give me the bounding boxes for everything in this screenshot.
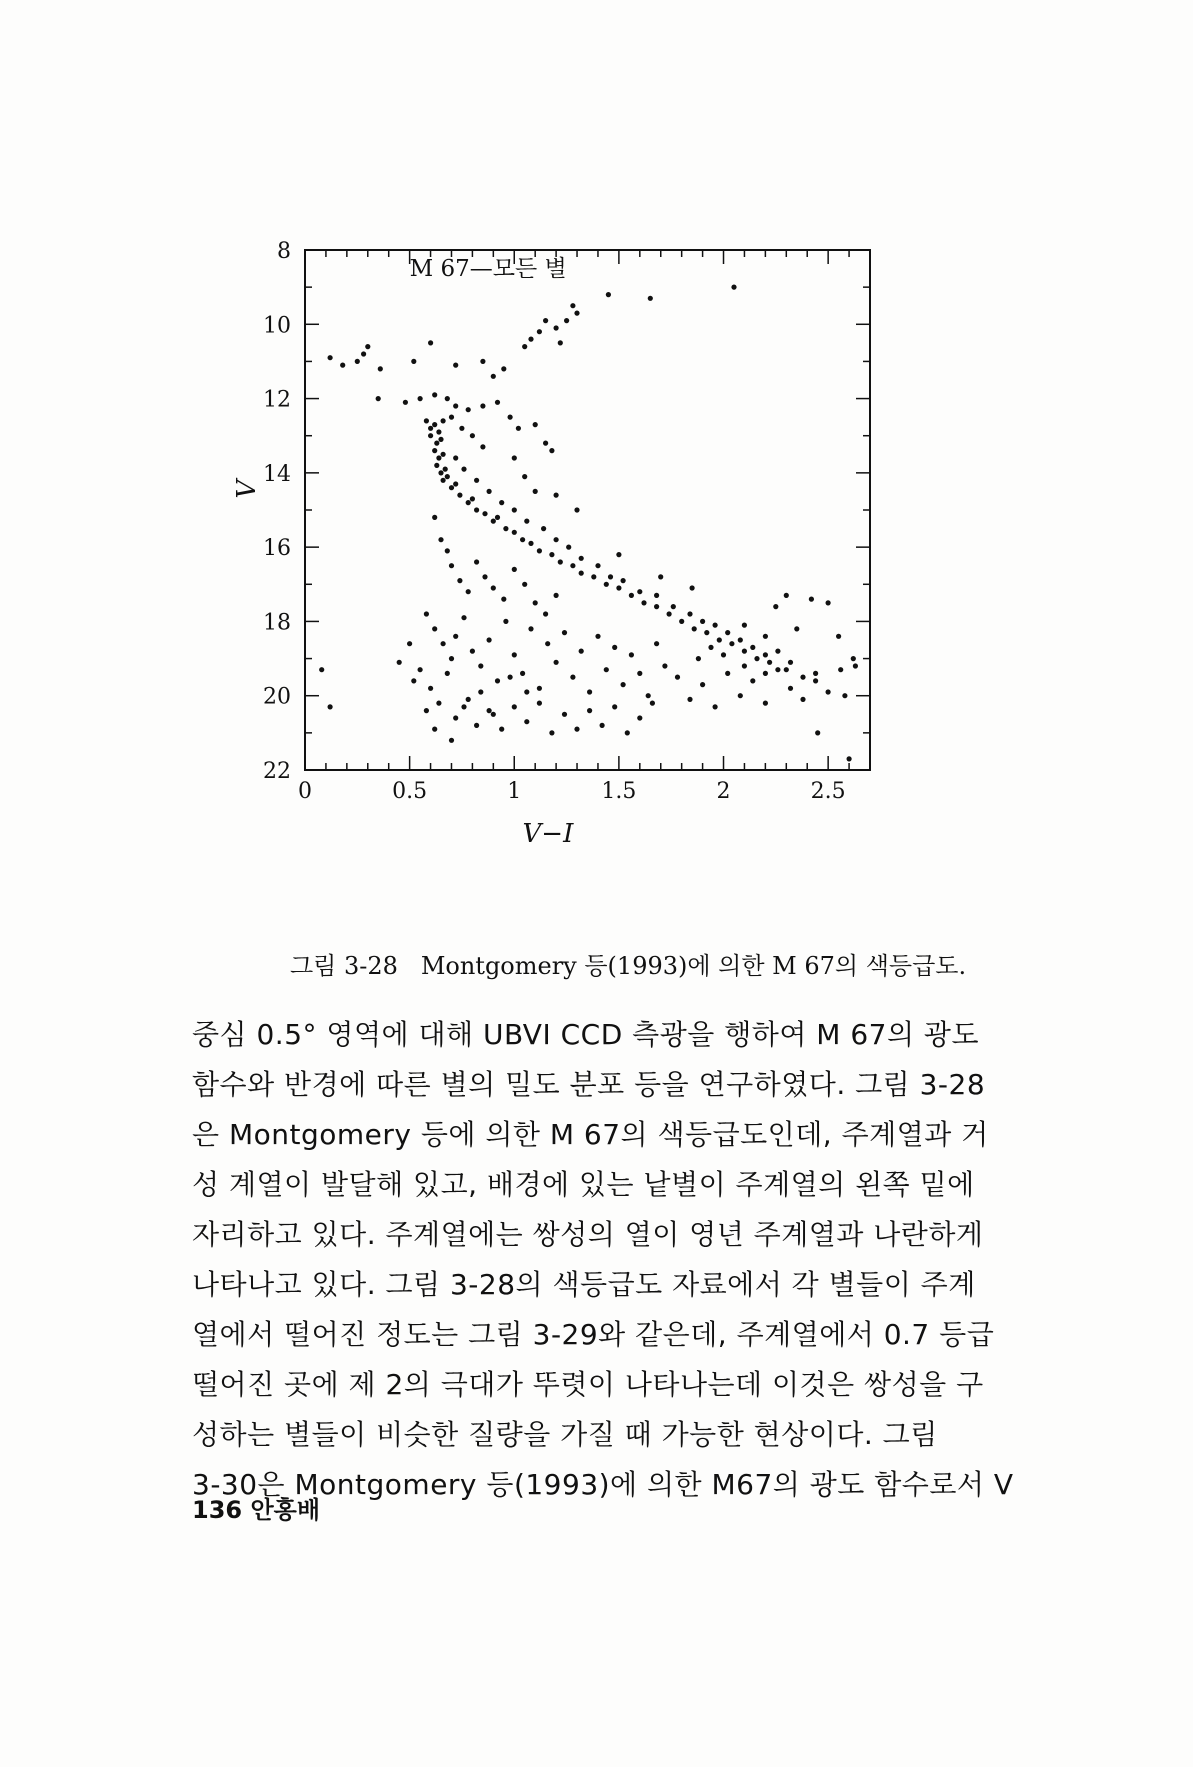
data-point [470, 649, 475, 654]
data-point [612, 704, 617, 709]
data-point [522, 474, 527, 479]
data-point [499, 500, 504, 505]
data-point [545, 641, 550, 646]
data-point [687, 697, 692, 702]
plot-title: M 67—모든 별 [409, 256, 567, 282]
data-point [842, 693, 847, 698]
data-point [520, 671, 525, 676]
data-point [731, 285, 736, 290]
data-point [537, 686, 542, 691]
data-point [815, 730, 820, 735]
body-line: 성 계열이 발달해 있고, 배경에 있는 낱별이 주계열의 왼쪽 밑에 [192, 1168, 975, 1201]
data-point [449, 738, 454, 743]
data-point [629, 593, 634, 598]
data-point [428, 686, 433, 691]
data-point [533, 600, 538, 605]
data-point [579, 571, 584, 576]
data-point [474, 723, 479, 728]
x-axis-label: V−I [522, 819, 574, 849]
data-point [763, 671, 768, 676]
data-point [813, 678, 818, 683]
data-point [543, 318, 548, 323]
data-point [847, 756, 852, 761]
data-point [495, 515, 500, 520]
data-point [480, 444, 485, 449]
data-point [520, 537, 525, 542]
data-point [784, 593, 789, 598]
body-line: 떨어진 곳에 제 2의 극대가 뚜렷이 나타나는데 이것은 쌍성을 구 [192, 1368, 984, 1401]
data-point [524, 689, 529, 694]
data-point [449, 485, 454, 490]
data-point [543, 441, 548, 446]
data-point [564, 318, 569, 323]
data-point [449, 563, 454, 568]
data-point [482, 511, 487, 516]
data-point [537, 548, 542, 553]
data-point [549, 552, 554, 557]
data-point [459, 426, 464, 431]
data-point [522, 582, 527, 587]
data-point [809, 597, 814, 602]
data-point [679, 619, 684, 624]
data-point [738, 637, 743, 642]
data-point [445, 671, 450, 676]
data-point [434, 441, 439, 446]
data-point [637, 589, 642, 594]
data-point [692, 626, 697, 631]
data-point [512, 652, 517, 657]
x-tick-label: 1.5 [601, 779, 637, 804]
data-point [428, 426, 433, 431]
data-point [453, 455, 458, 460]
data-point [501, 366, 506, 371]
data-point [365, 344, 370, 349]
data-point [616, 552, 621, 557]
data-point [606, 292, 611, 297]
data-point [436, 429, 441, 434]
data-point [533, 489, 538, 494]
data-point [495, 678, 500, 683]
data-point [378, 366, 383, 371]
data-point [432, 448, 437, 453]
data-point [750, 645, 755, 650]
data-point [767, 660, 772, 665]
y-tick-label: 18 [263, 610, 291, 636]
data-point [558, 340, 563, 345]
data-point [461, 615, 466, 620]
body-line: 중심 0.5° 영역에 대해 UBVI CCD 측광을 행하여 M 67의 광도 [192, 1018, 980, 1051]
data-point [355, 359, 360, 364]
author-name: 안홍배 [250, 1496, 321, 1524]
data-point [449, 656, 454, 661]
data-point [432, 626, 437, 631]
data-point [570, 563, 575, 568]
data-point [612, 645, 617, 650]
data-point [754, 656, 759, 661]
data-point [554, 537, 559, 542]
caption-text: Montgomery 등(1993)에 의한 M 67의 색등급도. [420, 952, 967, 980]
data-point [587, 708, 592, 713]
data-point [591, 574, 596, 579]
data-point [729, 641, 734, 646]
data-point [621, 578, 626, 583]
data-point [491, 585, 496, 590]
data-point [438, 437, 443, 442]
data-point [407, 641, 412, 646]
data-point [625, 730, 630, 735]
data-point [637, 671, 642, 676]
data-point [721, 652, 726, 657]
body-line: 자리하고 있다. 주계열에는 쌍성의 열이 영년 주계열과 나란하게 [192, 1218, 984, 1251]
data-point [742, 623, 747, 628]
data-point [474, 478, 479, 483]
data-point [587, 689, 592, 694]
data-point [495, 400, 500, 405]
data-point [528, 541, 533, 546]
data-point [574, 507, 579, 512]
data-point [654, 604, 659, 609]
data-point [474, 559, 479, 564]
data-point [424, 708, 429, 713]
data-point [461, 704, 466, 709]
y-tick-label: 16 [263, 536, 291, 562]
data-point [537, 701, 542, 706]
data-point [717, 637, 722, 642]
data-point [443, 467, 448, 472]
body-line: 3-30은 Montgomery 등(1993)에 의한 M67의 광도 함수로서 V [192, 1468, 1014, 1501]
data-point [466, 589, 471, 594]
data-point [629, 652, 634, 657]
data-point [713, 623, 718, 628]
data-point [671, 604, 676, 609]
y-tick-label: 22 [263, 759, 291, 784]
data-point [432, 515, 437, 520]
data-point [554, 593, 559, 598]
data-points [319, 285, 858, 762]
data-point [470, 496, 475, 501]
data-point [487, 489, 492, 494]
data-point [549, 730, 554, 735]
data-point [738, 693, 743, 698]
x-tick-label: 1 [507, 779, 522, 804]
data-point [853, 663, 858, 668]
data-point [570, 303, 575, 308]
data-point [533, 422, 538, 427]
data-point [487, 708, 492, 713]
data-point [708, 645, 713, 650]
data-point [432, 422, 437, 427]
data-point [438, 470, 443, 475]
data-point [794, 626, 799, 631]
x-tick-label: 0.5 [392, 779, 428, 804]
data-point [667, 611, 672, 616]
data-point [763, 652, 768, 657]
x-tick-label: 2 [716, 779, 731, 804]
body-line: 성하는 별들이 비슷한 질량을 가질 때 가능한 현상이다. 그림 [192, 1418, 938, 1451]
y-tick-label: 12 [263, 387, 291, 413]
data-point [543, 611, 548, 616]
data-point [784, 667, 789, 672]
data-point [512, 567, 517, 572]
data-point [851, 656, 856, 661]
data-point [524, 719, 529, 724]
data-point [480, 359, 485, 364]
data-point [441, 641, 446, 646]
data-point [549, 448, 554, 453]
data-point [579, 556, 584, 561]
data-point [428, 340, 433, 345]
data-point [457, 578, 462, 583]
data-point [621, 682, 626, 687]
page-footer [192, 1490, 320, 1525]
data-point [528, 626, 533, 631]
page-number: 136 [192, 1496, 243, 1524]
data-point [646, 693, 651, 698]
data-point [432, 392, 437, 397]
data-point [826, 689, 831, 694]
data-point [604, 667, 609, 672]
data-point [438, 537, 443, 542]
data-point [453, 715, 458, 720]
body-line: 은 Montgomery 등에 의한 M 67의 색등급도인데, 주계열과 거 [192, 1118, 989, 1151]
data-point [441, 478, 446, 483]
data-point [675, 675, 680, 680]
data-point [424, 611, 429, 616]
data-point [457, 493, 462, 498]
body-paragraph [192, 1010, 1072, 1510]
data-point [700, 619, 705, 624]
figure-caption [290, 950, 1050, 982]
body-line: 함수와 반경에 따른 별의 밀도 분포 등을 연구하였다. 그림 3-28 [192, 1068, 986, 1101]
data-point [453, 634, 458, 639]
y-axis-label: V [232, 479, 262, 499]
data-point [566, 545, 571, 550]
caption-label: 그림 3-28 [290, 952, 398, 980]
data-point [700, 682, 705, 687]
data-point [512, 530, 517, 535]
data-point [704, 630, 709, 635]
data-point [516, 426, 521, 431]
x-tick-label: 0 [298, 779, 312, 804]
data-point [773, 604, 778, 609]
data-point [508, 415, 513, 420]
data-point [361, 351, 366, 356]
data-point [800, 697, 805, 702]
data-point [558, 559, 563, 564]
data-point [524, 519, 529, 524]
data-point [411, 359, 416, 364]
data-point [453, 403, 458, 408]
data-point [813, 671, 818, 676]
data-point [445, 474, 450, 479]
data-point [487, 637, 492, 642]
data-point [482, 574, 487, 579]
data-point [319, 667, 324, 672]
body-line: 열에서 떨어진 정도는 그림 3-29와 같은데, 주계열에서 0.7 등급 [192, 1318, 995, 1351]
data-point [725, 630, 730, 635]
data-point [424, 418, 429, 423]
data-point [788, 660, 793, 665]
data-point [574, 311, 579, 316]
data-point [637, 715, 642, 720]
data-point [554, 325, 559, 330]
data-point [658, 574, 663, 579]
data-point [742, 649, 747, 654]
data-point [328, 704, 333, 709]
data-point [595, 634, 600, 639]
data-point [648, 296, 653, 301]
data-point [503, 619, 508, 624]
data-point [436, 701, 441, 706]
y-tick-label: 20 [263, 684, 291, 710]
data-point [750, 678, 755, 683]
data-point [650, 701, 655, 706]
y-tick-label: 8 [277, 239, 291, 264]
data-point [453, 363, 458, 368]
data-point [725, 671, 730, 676]
color-magnitude-diagram [232, 239, 1020, 940]
data-point [449, 415, 454, 420]
data-point [491, 374, 496, 379]
data-point [579, 649, 584, 654]
data-point [512, 704, 517, 709]
data-point [418, 667, 423, 672]
data-point [491, 712, 496, 717]
data-point [512, 455, 517, 460]
data-point [826, 600, 831, 605]
data-point [466, 697, 471, 702]
data-point [696, 656, 701, 661]
data-point [836, 634, 841, 639]
data-point [641, 600, 646, 605]
data-point [499, 727, 504, 732]
data-point [432, 727, 437, 732]
data-point [441, 452, 446, 457]
data-point [466, 500, 471, 505]
data-point [554, 493, 559, 498]
data-point [503, 526, 508, 531]
data-point [600, 723, 605, 728]
data-point [690, 585, 695, 590]
data-point [478, 689, 483, 694]
data-point [508, 675, 513, 680]
data-point [562, 712, 567, 717]
y-tick-label: 14 [263, 461, 291, 487]
data-point [397, 660, 402, 665]
data-point [528, 337, 533, 342]
data-point [428, 433, 433, 438]
data-point [775, 649, 780, 654]
data-point [763, 634, 768, 639]
data-point [763, 701, 768, 706]
data-point [478, 663, 483, 668]
data-point [616, 585, 621, 590]
body-line: 나타나고 있다. 그림 3-28의 색등급도 자료에서 각 별들이 주계 [192, 1268, 976, 1301]
y-tick-label: 10 [263, 313, 291, 339]
data-point [418, 396, 423, 401]
data-point [445, 548, 450, 553]
data-point [512, 507, 517, 512]
data-point [480, 403, 485, 408]
data-point [742, 663, 747, 668]
data-point [470, 433, 475, 438]
data-point [608, 574, 613, 579]
data-point [541, 526, 546, 531]
x-tick-label: 2.5 [810, 779, 846, 804]
data-point [403, 400, 408, 405]
data-point [376, 396, 381, 401]
data-point [562, 630, 567, 635]
data-point [453, 481, 458, 486]
data-point [537, 329, 542, 334]
data-point [522, 344, 527, 349]
data-point [800, 675, 805, 680]
data-point [461, 467, 466, 472]
data-point [788, 686, 793, 691]
data-point [554, 660, 559, 665]
data-point [713, 704, 718, 709]
data-point [445, 396, 450, 401]
data-point [654, 641, 659, 646]
data-point [340, 363, 345, 368]
data-point [574, 727, 579, 732]
data-point [775, 667, 780, 672]
data-point [436, 455, 441, 460]
data-point [466, 407, 471, 412]
data-point [838, 667, 843, 672]
data-point [654, 593, 659, 598]
data-point [595, 563, 600, 568]
data-point [411, 678, 416, 683]
data-point [491, 519, 496, 524]
data-point [474, 507, 479, 512]
data-point [434, 463, 439, 468]
data-point [501, 597, 506, 602]
data-point [328, 355, 333, 360]
data-point [662, 663, 667, 668]
data-point [570, 675, 575, 680]
data-point [687, 611, 692, 616]
data-point [441, 418, 446, 423]
data-point [604, 582, 609, 587]
